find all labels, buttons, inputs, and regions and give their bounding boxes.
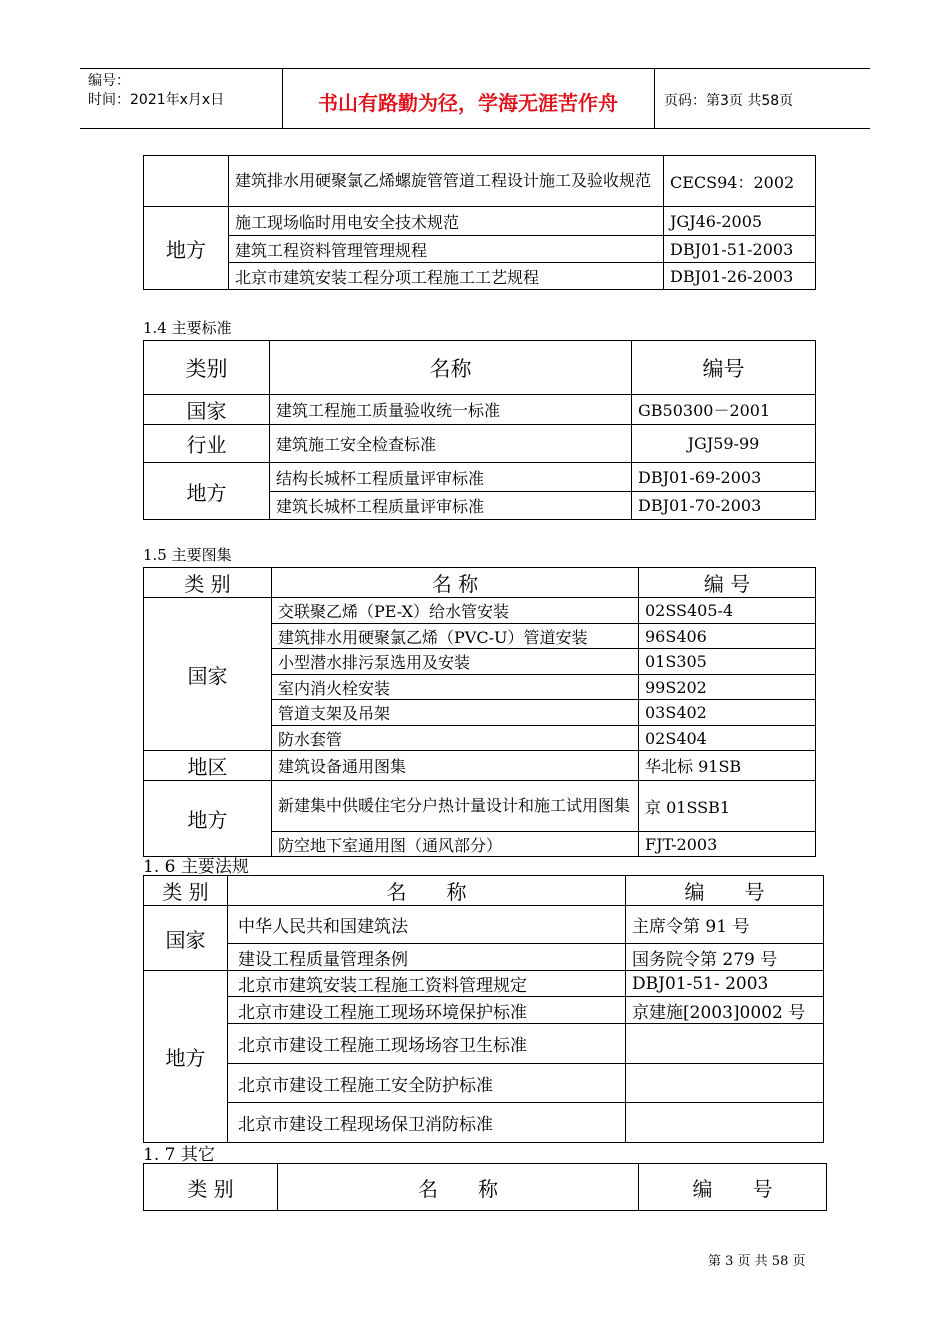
standard-code: CECS94：2002 xyxy=(664,156,816,207)
col-header-name: 名 称 xyxy=(228,876,626,906)
header-bottom-rule xyxy=(80,128,870,129)
standard-code: DBJ01-70-2003 xyxy=(632,492,816,520)
section-1-5-title: 1.5 主要图集 xyxy=(143,546,232,564)
atlas-name: 小型潜水排污泵选用及安装 xyxy=(272,649,639,675)
category-local: 地方 xyxy=(144,207,229,290)
regulation-name: 建设工程质量管理条例 xyxy=(228,944,626,971)
atlas-code: 02SS405-4 xyxy=(639,598,816,624)
standard-code: DBJ01-51-2003 xyxy=(664,236,816,263)
standard-name: 北京市建筑安装工程分项工程施工工艺规程 xyxy=(229,263,664,290)
atlas-name: 管道支架及吊架 xyxy=(272,700,639,726)
atlas-name: 新建集中供暖住宅分户热计量设计和施工试用图集 xyxy=(272,781,639,832)
standard-name: 结构长城杯工程质量评审标准 xyxy=(270,463,632,492)
category-national: 国家 xyxy=(144,395,270,425)
atlas-code: 02S404 xyxy=(639,726,816,751)
main-standards-table xyxy=(143,340,816,520)
main-atlas-table xyxy=(143,567,816,857)
category-region: 地区 xyxy=(144,751,272,781)
atlas-name: 防水套管 xyxy=(272,726,639,751)
regulation-code: 京建施[2003]0002 号 xyxy=(626,997,824,1024)
other-table xyxy=(143,1163,827,1211)
header-top-rule xyxy=(80,68,870,69)
col-header-name: 名 称 xyxy=(278,1164,639,1211)
col-header-code: 编号 xyxy=(632,341,816,395)
header-divider-right xyxy=(654,68,655,129)
standard-code: DBJ01-69-2003 xyxy=(632,463,816,492)
col-header-category: 类 别 xyxy=(144,876,228,906)
col-header-category: 类 别 xyxy=(144,1164,278,1211)
section-1-7-title: 1. 7 其它 xyxy=(143,1145,215,1165)
standard-code: JGJ46-2005 xyxy=(664,207,816,236)
standard-name: 建筑工程资料管理管理规程 xyxy=(229,236,664,263)
standard-name: 建筑排水用硬聚氯乙烯螺旋管管道工程设计施工及验收规范 xyxy=(229,156,664,207)
standards-continuation-table xyxy=(143,155,816,290)
atlas-name: 室内消火栓安装 xyxy=(272,675,639,700)
atlas-code: 京 01SSB1 xyxy=(639,781,816,832)
standard-code: JGJ59-99 xyxy=(632,425,816,463)
regulation-code xyxy=(626,1024,824,1064)
regulation-name: 北京市建设工程现场保卫消防标准 xyxy=(228,1103,626,1143)
category-cell xyxy=(144,156,229,207)
standard-code: DBJ01-26-2003 xyxy=(664,263,816,290)
atlas-code: FJT-2003 xyxy=(639,832,816,857)
category-local: 地方 xyxy=(144,971,228,1143)
category-local: 地方 xyxy=(144,781,272,857)
col-header-category: 类 别 xyxy=(144,568,272,598)
standard-code: GB50300－2001 xyxy=(632,395,816,425)
regulation-code xyxy=(626,1064,824,1103)
atlas-name: 建筑设备通用图集 xyxy=(272,751,639,781)
category-industry: 行业 xyxy=(144,425,270,463)
regulation-name: 北京市建设工程施工现场场容卫生标准 xyxy=(228,1024,626,1064)
header-page-label: 页码：第3页 共58页 xyxy=(664,93,794,109)
regulation-name: 北京市建筑安装工程施工资料管理规定 xyxy=(228,971,626,997)
regulation-code: 国务院令第 279 号 xyxy=(626,944,824,971)
section-1-6-title: 1. 6 主要法规 xyxy=(143,857,249,877)
atlas-code: 99S202 xyxy=(639,675,816,700)
regulation-name: 中华人民共和国建筑法 xyxy=(228,906,626,944)
col-header-code: 编 号 xyxy=(626,876,824,906)
regulation-code xyxy=(626,1103,824,1143)
category-national: 国家 xyxy=(144,598,272,751)
standard-name: 建筑长城杯工程质量评审标准 xyxy=(270,492,632,520)
standard-name: 建筑工程施工质量验收统一标准 xyxy=(270,395,632,425)
atlas-code: 01S305 xyxy=(639,649,816,675)
col-header-code: 编 号 xyxy=(639,568,816,598)
category-national: 国家 xyxy=(144,906,228,971)
atlas-code: 华北标 91SB xyxy=(639,751,816,781)
header-number-label: 编号： xyxy=(88,73,130,89)
main-regulations-table xyxy=(143,875,824,1143)
regulation-name: 北京市建设工程施工安全防护标准 xyxy=(228,1064,626,1103)
col-header-category: 类别 xyxy=(144,341,270,395)
col-header-name: 名 称 xyxy=(272,568,639,598)
header-time-label: 时间：2021年x月x日 xyxy=(88,92,225,108)
atlas-code: 96S406 xyxy=(639,624,816,649)
regulation-code: DBJ01-51- 2003 xyxy=(626,971,824,997)
col-header-name: 名称 xyxy=(270,341,632,395)
standard-name: 建筑施工安全检查标准 xyxy=(270,425,632,463)
category-local: 地方 xyxy=(144,463,270,520)
section-1-4-title: 1.4 主要标准 xyxy=(143,319,232,337)
regulation-code: 主席令第 91 号 xyxy=(626,906,824,944)
regulation-name: 北京市建设工程施工现场环境保护标准 xyxy=(228,997,626,1024)
atlas-name: 防空地下室通用图（通风部分） xyxy=(272,832,639,857)
atlas-code: 03S402 xyxy=(639,700,816,726)
standard-name: 施工现场临时用电安全技术规范 xyxy=(229,207,664,236)
header-motto: 书山有路勤为径，学海无涯苦作舟 xyxy=(318,91,618,115)
atlas-name: 交联聚乙烯（PE-X）给水管安装 xyxy=(272,598,639,624)
atlas-name: 建筑排水用硬聚氯乙烯（PVC-U）管道安装 xyxy=(272,624,639,649)
footer-page-number: 第 3 页 共 58 页 xyxy=(708,1254,806,1269)
col-header-code: 编 号 xyxy=(639,1164,827,1211)
